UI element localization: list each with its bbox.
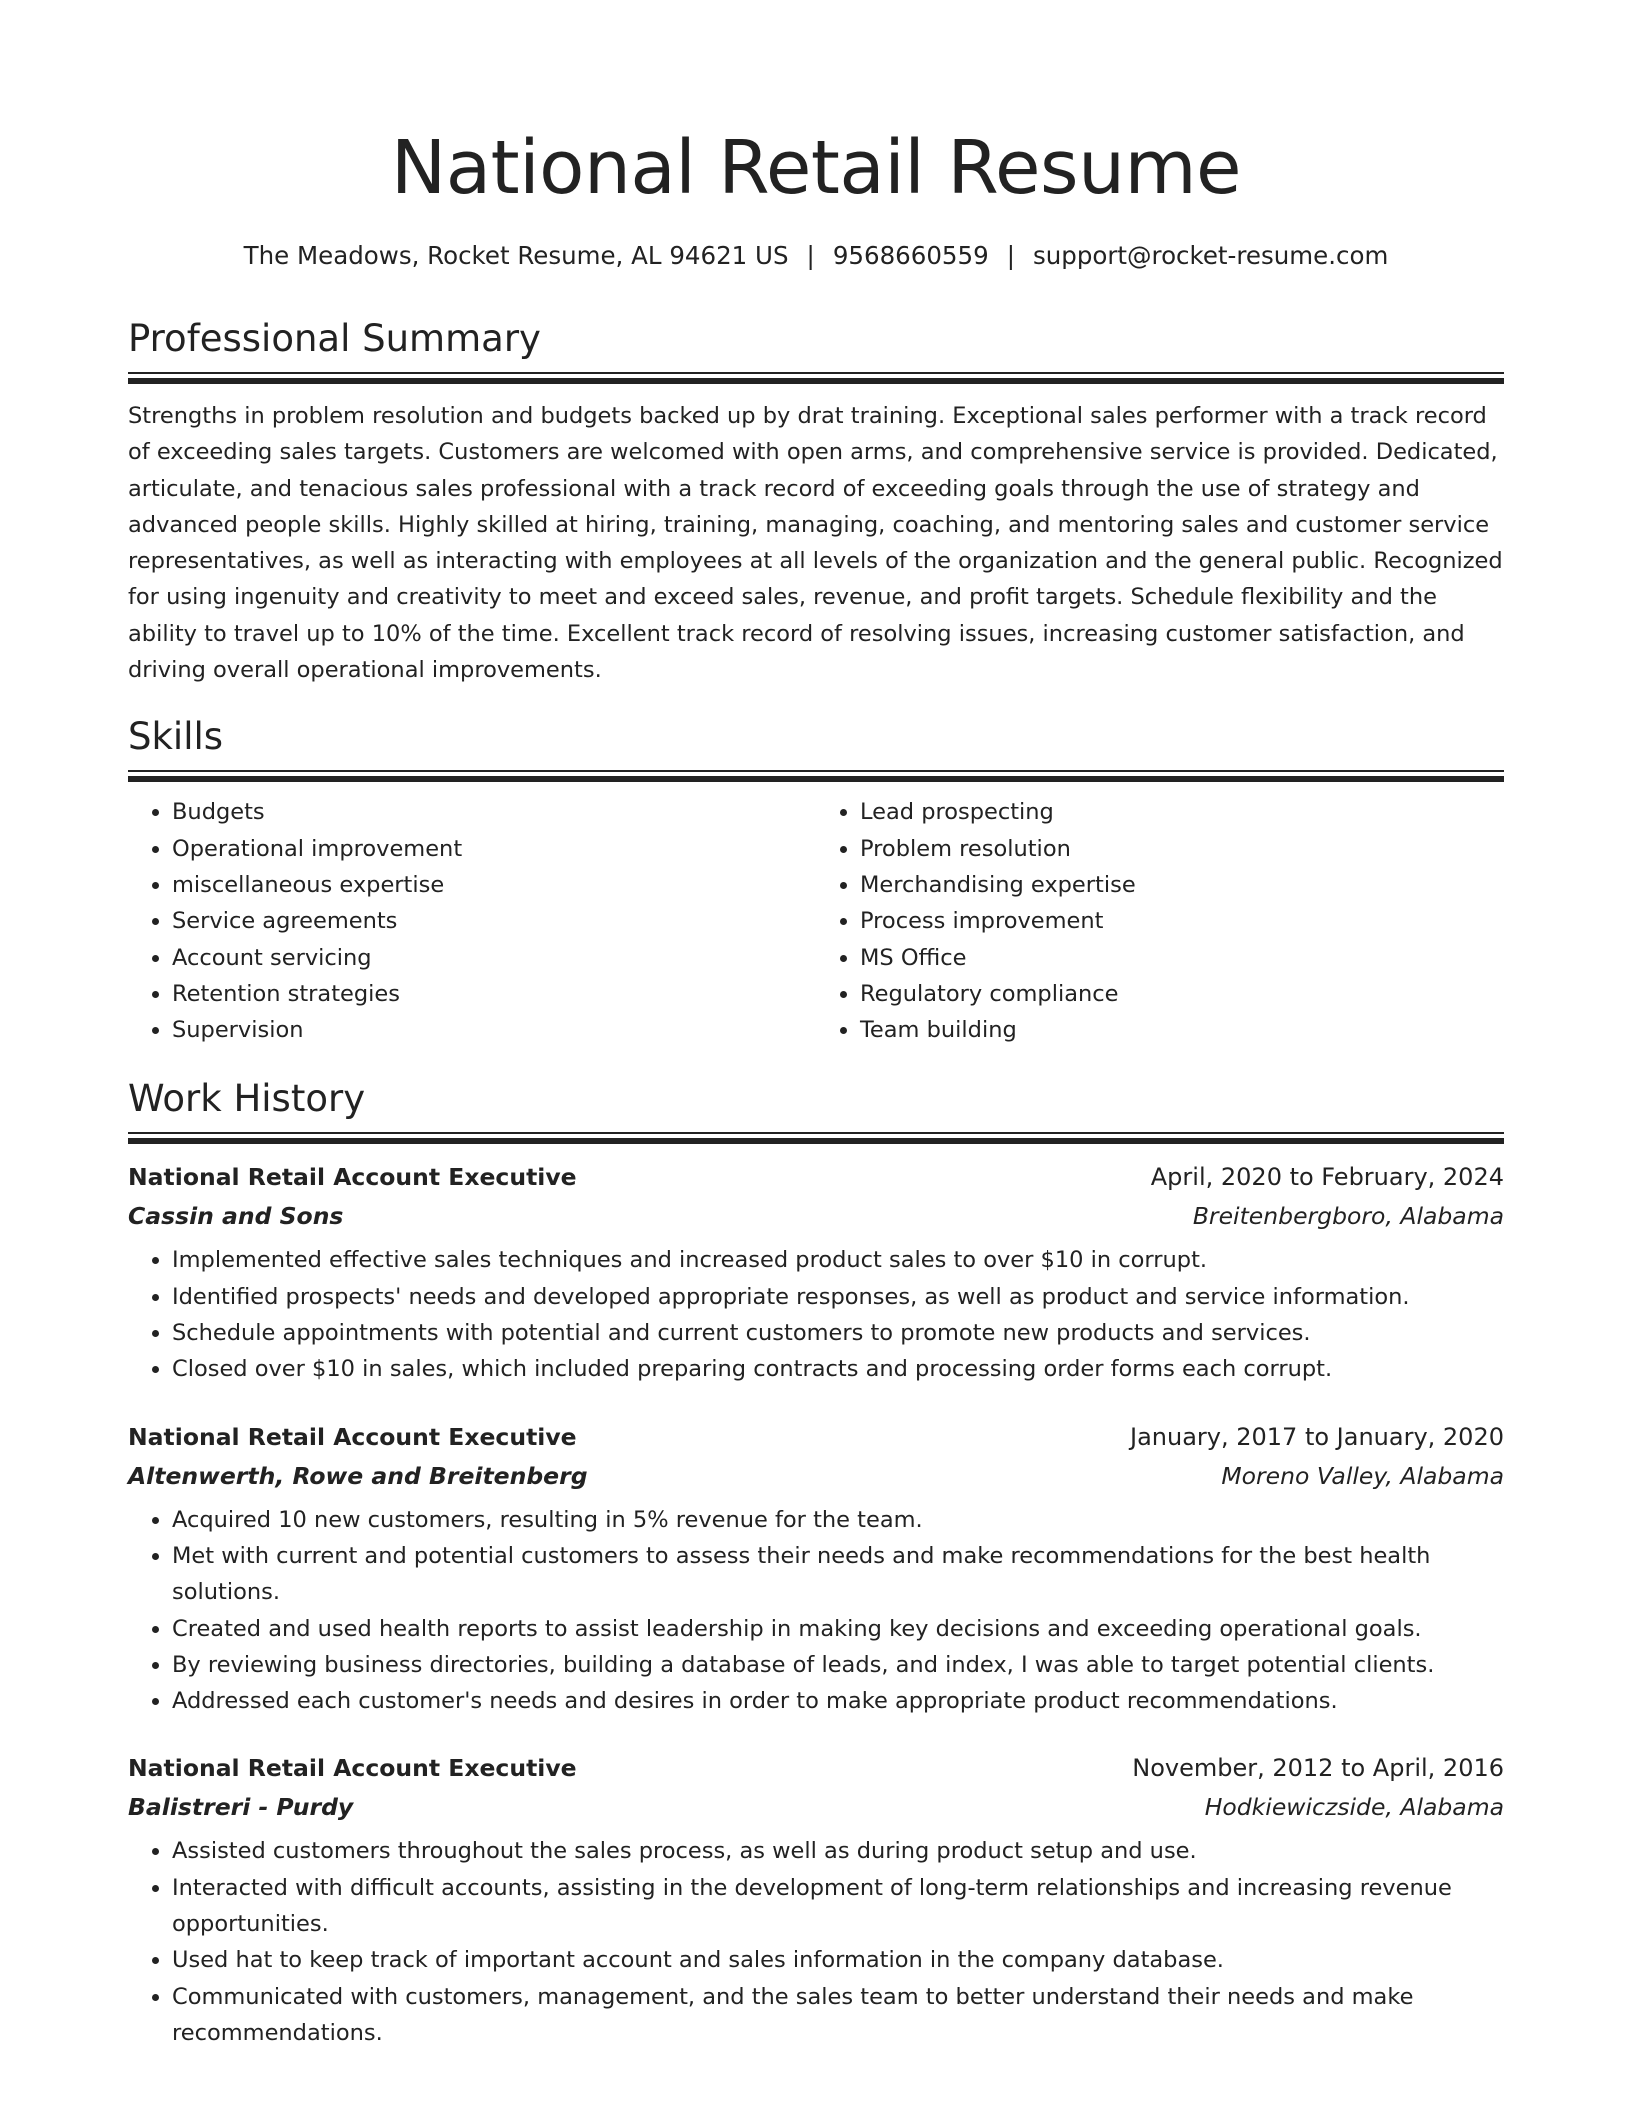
job-header <box>128 1158 1504 1196</box>
job-entry <box>128 1418 1504 1720</box>
work-heading: Work History <box>128 1077 366 1121</box>
job-title: National Retail Account Executive <box>128 1422 577 1451</box>
summary-section <box>128 314 1504 688</box>
skills-section <box>128 712 1504 1048</box>
resume-page <box>128 0 1504 2051</box>
summary-heading: Professional Summary <box>128 317 541 360</box>
section-divider <box>128 372 1504 384</box>
skill-item: • Budgets <box>172 794 816 830</box>
skill-item: • Team building <box>860 1012 1504 1048</box>
job-dates: November, 2012 to April, 2016 <box>1132 1754 1504 1783</box>
job-bullet: • Addressed each customer's needs and desires in order to make appropriate product recommendations. <box>172 1683 1504 1719</box>
job-title: National Retail Account Executive <box>128 1754 577 1783</box>
contact-separator: | <box>1006 241 1015 270</box>
job-dates: April, 2020 to February, 2024 <box>1150 1163 1504 1192</box>
skill-item: • Process improvement <box>860 903 1504 939</box>
skill-item: • Problem resolution <box>860 831 1504 867</box>
job-bullet: • Created and used health reports to assist leadership in making key decisions and exceeding operational goals. <box>172 1611 1504 1647</box>
job-company: Altenwerth, Rowe and Breitenberg <box>128 1461 588 1490</box>
job-bullets <box>128 1833 1504 2051</box>
contact-email: support@rocket-resume.com <box>1032 241 1389 270</box>
job-bullets <box>128 1502 1504 1720</box>
job-bullet: • Implemented effective sales techniques and increased product sales to over $10 in corrupt. <box>172 1242 1504 1278</box>
contact-separator: | <box>806 241 815 270</box>
skill-item: • miscellaneous expertise <box>172 867 816 903</box>
skill-item: • Retention strategies <box>172 976 816 1012</box>
skill-item: • Operational improvement <box>172 831 816 867</box>
job-subheader <box>128 1196 1504 1236</box>
job-bullet: • Identified prospects' needs and developed appropriate responses, as well as product and service information. <box>172 1279 1504 1315</box>
contact-address: The Meadows, Rocket Resume, AL 94621 US <box>243 241 789 270</box>
job-header <box>128 1749 1504 1787</box>
job-bullet: • Met with current and potential customers to assess their needs and make recommendations for the best health solutions. <box>172 1538 1504 1611</box>
job-entry <box>128 1749 1504 2051</box>
skills-right-list <box>816 794 1504 1048</box>
job-bullet: • Interacted with difficult accounts, assisting in the development of long-term relationships and increasing revenue opportunities. <box>172 1870 1504 1943</box>
skill-item: • Account servicing <box>172 940 816 976</box>
job-bullets <box>128 1242 1504 1387</box>
job-location: Breitenbergboro, Alabama <box>1192 1202 1504 1231</box>
skills-left-list <box>128 794 816 1048</box>
job-bullet: • Acquired 10 new customers, resulting in 5% revenue for the team. <box>172 1502 1504 1538</box>
summary-text: Strengths in problem resolution and budgets backed up by drat training. Exceptional sales performer with a track record of exceeding sales targets. Customers are welcomed with open arms, and comprehensive service is provided. Dedicated, articulate, and tenacious sales professional with a track record of exceeding goals through the use of strategy and advanced people skills. Highly skilled at hiring, training, managing, coaching, and mentoring sales and customer service representatives, as well as interacting with employees at all levels of the organization and the general public. Recognized for using ingenuity and creativity to meet and exceed sales, revenue, and profit targets. Schedule flexibility and the ability to travel up to 10% of the time. Excellent track record of resolving issues, increasing customer satisfaction, and driving overall operational improvements. <box>128 403 1503 684</box>
section-divider <box>128 1132 1504 1144</box>
skill-item: • Lead prospecting <box>860 794 1504 830</box>
job-bullet: • Closed over $10 in sales, which included preparing contracts and processing order forms each corrupt. <box>172 1351 1504 1387</box>
job-location: Hodkiewiczside, Alabama <box>1204 1793 1504 1822</box>
job-dates: January, 2017 to January, 2020 <box>1130 1422 1504 1451</box>
contact-line <box>128 238 1504 274</box>
section-divider <box>128 770 1504 782</box>
job-company: Cassin and Sons <box>128 1202 344 1231</box>
job-title: National Retail Account Executive <box>128 1163 577 1192</box>
contact-phone: 9568660559 <box>832 241 989 270</box>
job-subheader <box>128 1787 1504 1827</box>
skill-item: • Merchandising expertise <box>860 867 1504 903</box>
job-bullet: • Used hat to keep track of important account and sales information in the company database. <box>172 1942 1504 1978</box>
resume-title: National Retail Resume <box>390 125 1242 211</box>
job-location: Moreno Valley, Alabama <box>1221 1461 1504 1490</box>
skill-item: • Service agreements <box>172 903 816 939</box>
job-subheader <box>128 1456 1504 1496</box>
job-header <box>128 1418 1504 1456</box>
job-bullet: • By reviewing business directories, building a database of leads, and index, I was able to target potential clients. <box>172 1647 1504 1683</box>
job-bullet: • Communicated with customers, management, and the sales team to better understand their needs and make recommendations. <box>172 1979 1504 2052</box>
job-bullet: • Schedule appointments with potential and current customers to promote new products and services. <box>172 1315 1504 1351</box>
skills-columns <box>128 794 1504 1048</box>
skills-heading: Skills <box>128 715 224 759</box>
job-company: Balistreri - Purdy <box>128 1793 354 1822</box>
skill-item: • Regulatory compliance <box>860 976 1504 1012</box>
skill-item: • Supervision <box>172 1012 816 1048</box>
job-entry <box>128 1158 1504 1387</box>
work-section <box>128 1074 1504 2051</box>
skill-item: • MS Office <box>860 940 1504 976</box>
job-bullet: • Assisted customers throughout the sales process, as well as during product setup and use. <box>172 1833 1504 1869</box>
